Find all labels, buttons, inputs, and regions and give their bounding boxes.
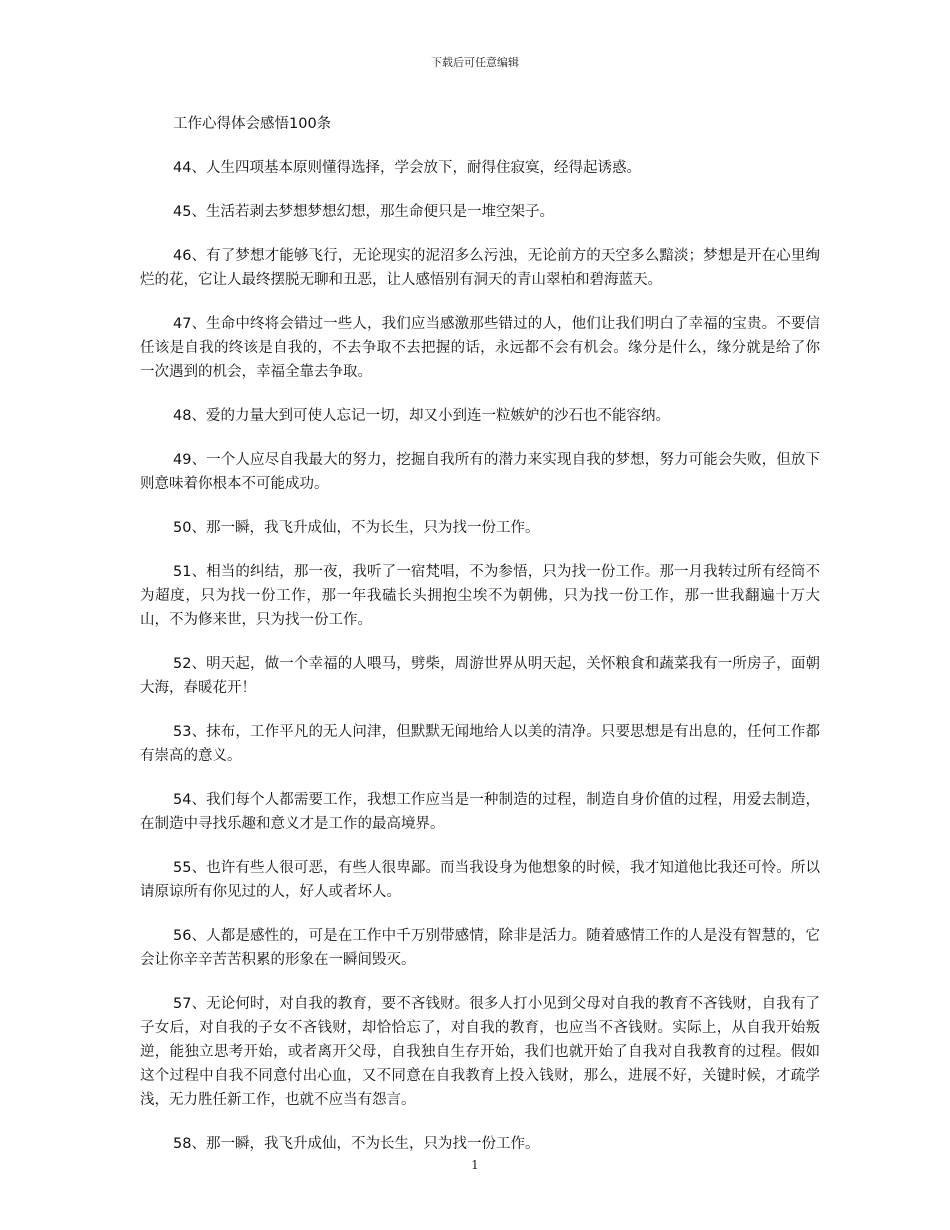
page-header: 下载后可任意编辑	[431, 56, 519, 69]
document-title: 工作心得体会感悟100条	[173, 116, 332, 132]
paragraph-47: 47、生命中终将会错过一些人，我们应当感激那些错过的人，他们让我们明白了幸福的宝贵。不要信任该是自我的终该是自我的，不去争取不去把握的话，永远都不会有机会。缘分是什么，缘分就是给了你一次遇到的机会，幸福全靠去争取。	[140, 316, 820, 380]
document-body	[140, 112, 820, 1176]
paragraph-58: 58、那一瞬，我飞升成仙，不为长生，只为找一份工作。	[173, 1136, 540, 1152]
paragraph-45: 45、生活若剥去梦想梦想幻想，那生命便只是一堆空架子。	[173, 204, 554, 220]
paragraph-51: 51、相当的纠结，那一夜，我听了一宿梵唱，不为参悟，只为找一份工作。那一月我转过所有经筒不为超度，只为找一份工作，那一年我磕长头拥抱尘埃不为朝佛，只为找一份工作，那一世我翻遍十万大山，不为修来世，只为找一份工作。	[140, 564, 820, 628]
paragraph-44: 44、人生四项基本原则懂得选择，学会放下，耐得住寂寞，经得起诱惑。	[173, 160, 641, 176]
paragraph-48: 48、爱的力量大到可使人忘记一切，却又小到连一粒嫉妒的沙石也不能容纳。	[173, 408, 670, 424]
paragraph-50: 50、那一瞬，我飞升成仙，不为长生，只为找一份工作。	[173, 520, 540, 536]
paragraph-55: 55、也许有些人很可恶，有些人很卑鄙。而当我设身为他想象的时候，我才知道他比我还可怜。所以请原谅所有你见过的人，好人或者坏人。	[140, 860, 820, 900]
paragraph-54: 54、我们每个人都需要工作，我想工作应当是一种制造的过程，制造自身价值的过程，用爱去制造，在制造中寻找乐趣和意义才是工作的最高境界。	[140, 792, 820, 832]
paragraph-57: 57、无论何时，对自我的教育，要不吝钱财。很多人打小见到父母对自我的教育不吝钱财，自我有了子女后，对自我的子女不吝钱财，却恰恰忘了，对自我的教育，也应当不吝钱财。实际上，从自我开始叛逆，能独立思考开始，或者离开父母，自我独自生存开始，我们也就开始了自我对自我教育的过程。假如这个过程中自我不同意付出心血，又不同意在自我教育上投入钱财，那么，进展不好，关键时候，才疏学浅，无力胜任新工作，也就不应当有怨言。	[140, 996, 820, 1108]
paragraph-46: 46、有了梦想才能够飞行，无论现实的泥沼多么污浊，无论前方的天空多么黯淡；梦想是开在心里绚烂的花，它让人最终摆脱无聊和丑恶，让人感悟别有洞天的青山翠柏和碧海蓝天。	[140, 248, 820, 288]
page-number: 1	[471, 1158, 479, 1172]
paragraph-49: 49、一个人应尽自我最大的努力，挖掘自我所有的潜力来实现自我的梦想，努力可能会失败，但放下则意味着你根本不可能成功。	[140, 452, 820, 492]
paragraph-52: 52、明天起，做一个幸福的人喂马，劈柴，周游世界从明天起，关怀粮食和蔬菜我有一所房子，面朝大海，春暖花开！	[140, 656, 820, 696]
paragraph-56: 56、人都是感性的，可是在工作中千万别带感情，除非是活力。随着感情工作的人是没有智慧的，它会让你辛辛苦苦积累的形象在一瞬间毁灭。	[140, 928, 820, 968]
paragraph-53: 53、抹布，工作平凡的无人问津，但默默无闻地给人以美的清净。只要思想是有出息的，任何工作都有崇高的意义。	[140, 724, 820, 764]
